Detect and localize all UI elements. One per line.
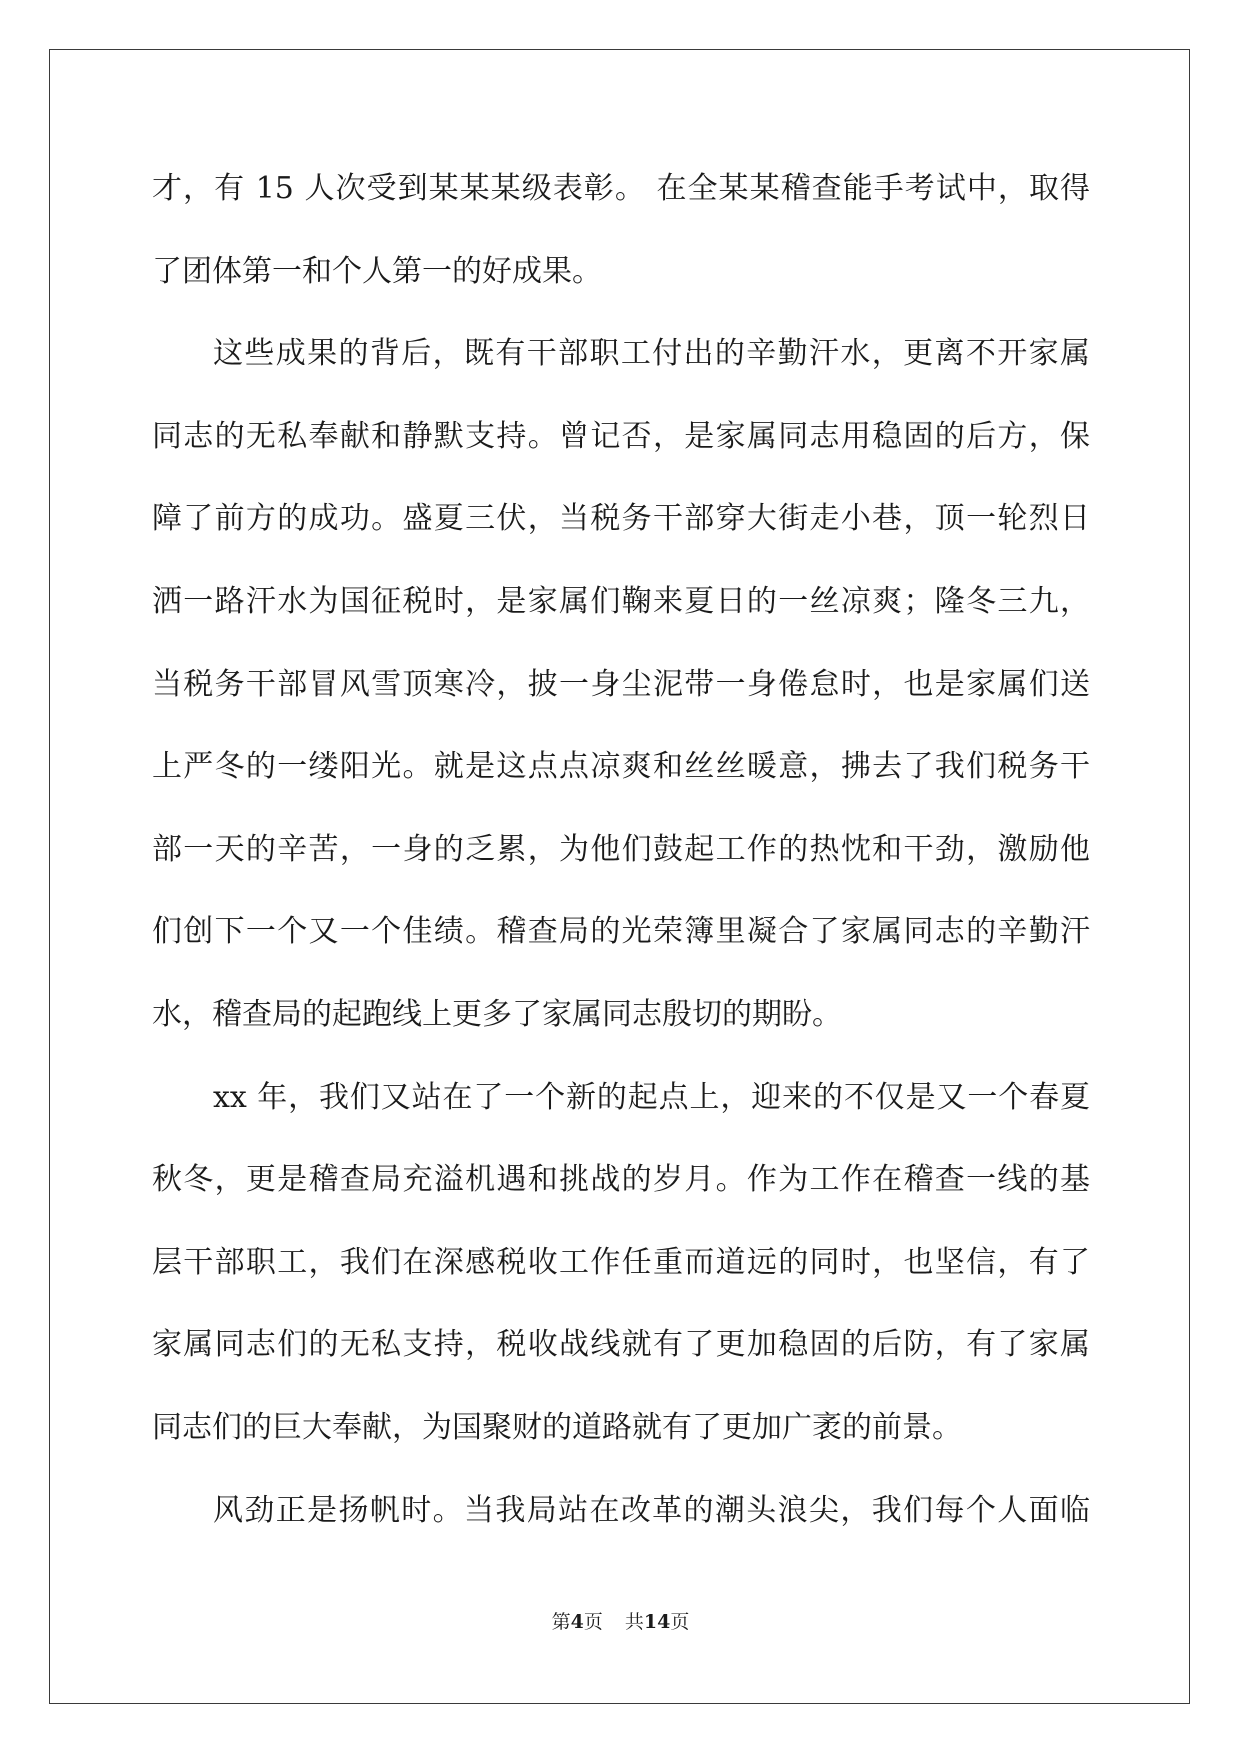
text-line: 部一天的辛苦，一身的乏累，为他们鼓起工作的热忱和干劲，激励他 xyxy=(152,831,1090,867)
total-suffix: 页 xyxy=(670,1611,690,1633)
page-footer xyxy=(0,1610,1241,1634)
text-line: 层干部职工，我们在深感税收工作任重而道远的同时，也坚信，有了 xyxy=(152,1244,1090,1280)
text-line: 障了前方的成功。盛夏三伏，当税务干部穿大街走小巷，顶一轮烈日 xyxy=(152,501,1090,537)
text-line: 了团体第一和个人第一的好成果。 xyxy=(152,253,602,289)
paragraph-first-line: xx 年，我们又站在了一个新的起点上，迎来的不仅是又一个春夏 xyxy=(213,1079,1090,1115)
paragraph-first-line: 风劲正是扬帆时。当我局站在改革的潮头浪尖，我们每个人面临 xyxy=(213,1492,1090,1528)
total-prefix: 共 xyxy=(624,1611,644,1633)
text-line: 洒一路汗水为国征税时，是家属们鞠来夏日的一丝凉爽；隆冬三九， xyxy=(152,583,1090,619)
text-line: 上严冬的一缕阳光。就是这点点凉爽和丝丝暖意，拂去了我们税务干 xyxy=(152,749,1090,785)
document-body xyxy=(152,161,1090,1565)
page-prefix: 第 xyxy=(551,1611,571,1633)
text-line: 水，稽查局的起跑线上更多了家属同志殷切的期盼。 xyxy=(152,996,842,1032)
page-suffix: 页 xyxy=(583,1611,603,1633)
page-current: 4 xyxy=(570,1611,584,1633)
text-line: 同志们的巨大奉献，为国聚财的道路就有了更加广袤的前景。 xyxy=(152,1409,962,1445)
text-line: 同志的无私奉献和静默支持。曾记否，是家属同志用稳固的后方，保 xyxy=(152,418,1090,454)
text-line: 家属同志们的无私支持，税收战线就有了更加稳固的后防，有了家属 xyxy=(152,1327,1090,1363)
text-line: 秋冬，更是稽查局充溢机遇和挑战的岁月。作为工作在稽查一线的基 xyxy=(152,1162,1090,1198)
text-line: 才，有 15 人次受到某某某级表彰。 在全某某稽查能手考试中，取得 xyxy=(152,171,1090,206)
paragraph-first-line: 这些成果的背后，既有干部职工付出的辛勤汗水，更离不开家属 xyxy=(213,336,1090,372)
text-line: 们创下一个又一个佳绩。稽查局的光荣簿里凝合了家属同志的辛勤汗 xyxy=(152,914,1090,950)
text-line: 当税务干部冒风雪顶寒冷，披一身尘泥带一身倦怠时，也是家属们送 xyxy=(152,666,1090,702)
page-total: 14 xyxy=(643,1611,671,1633)
